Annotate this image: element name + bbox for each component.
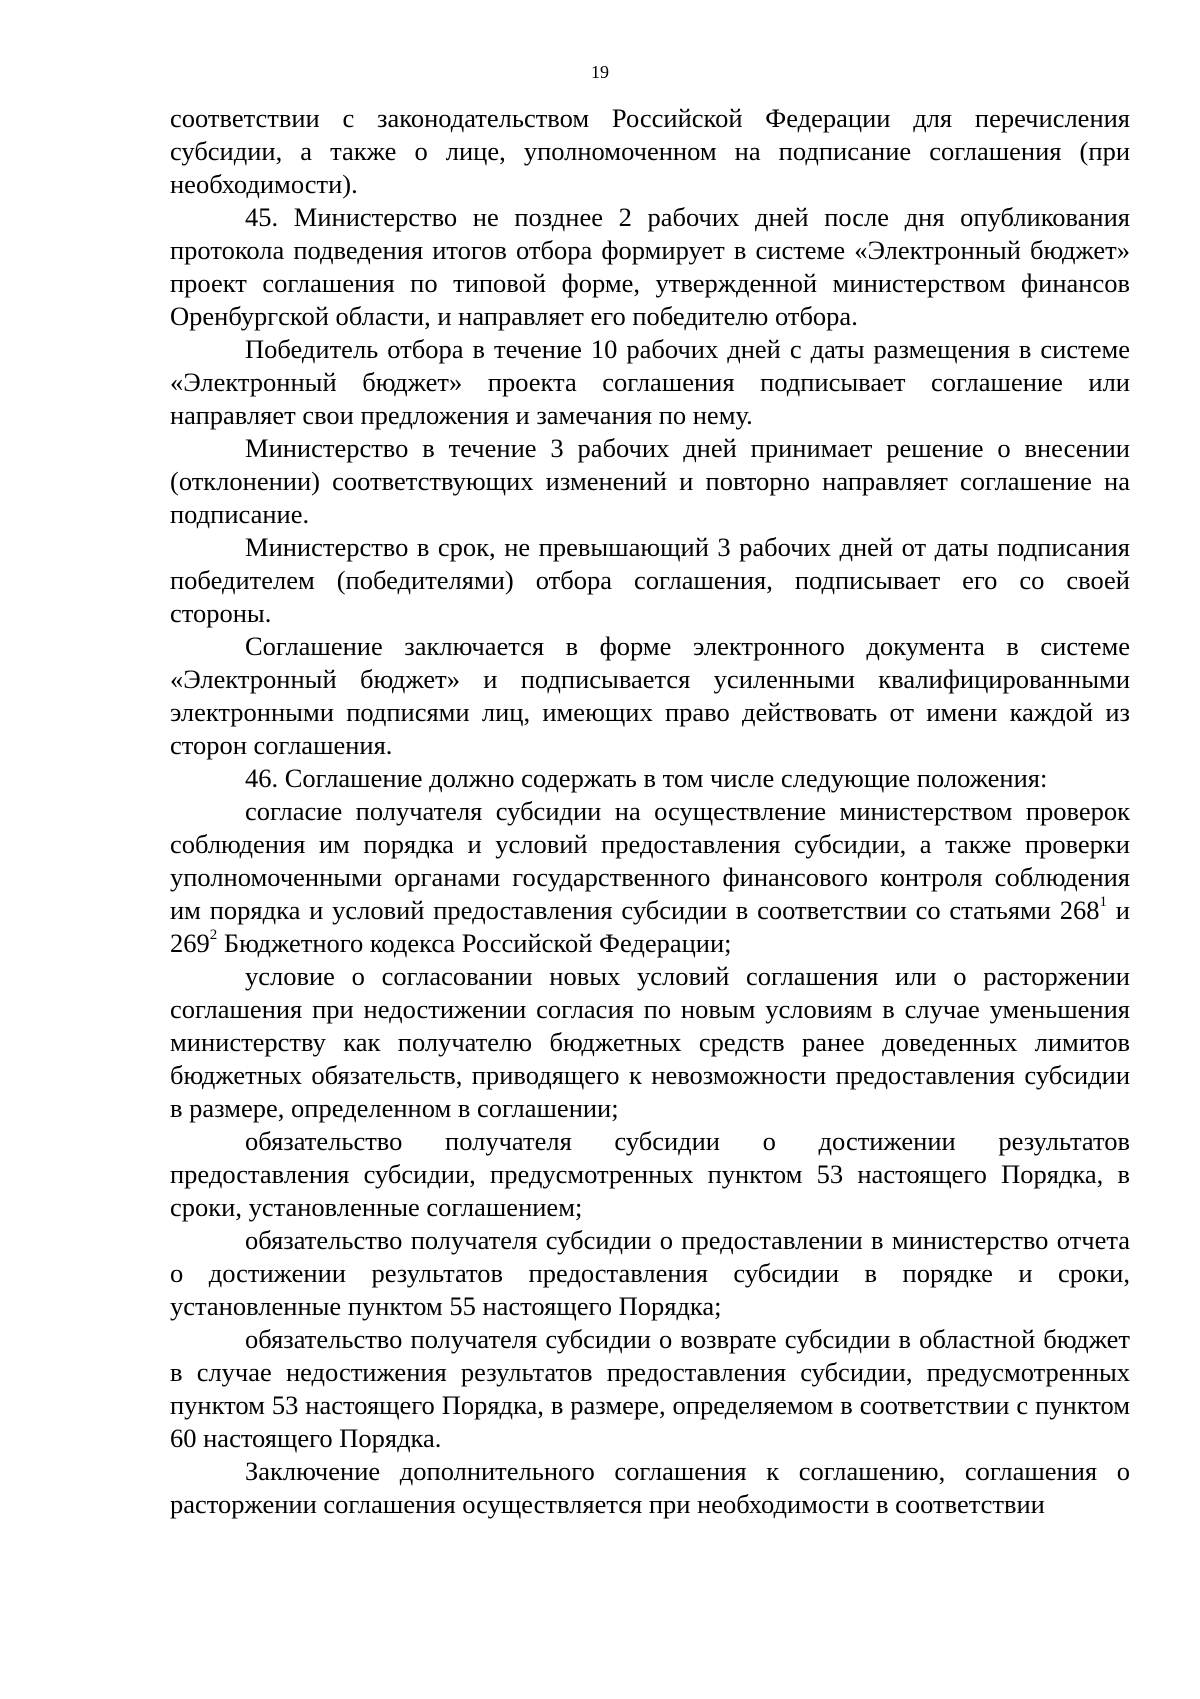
consent-text-middle: и 269 bbox=[170, 895, 1130, 958]
document-body bbox=[170, 102, 1130, 1521]
page-number: 19 bbox=[591, 62, 609, 82]
paragraph-condition-terms: условие о согласовании новых условий соглашения или о расторжении соглашения при недостижении согласия по новым условиям в случае уменьшения министерству как получателю бюджетных средств ранее доведенных лимитов бюджетных обязательств, приводящего к невозможности предоставления субсидии в размере, определенном в соглашении; bbox=[170, 961, 1130, 1123]
superscript-2: 2 bbox=[209, 927, 218, 944]
paragraph-item-45: 45. Министерство не позднее 2 рабочих дней после дня опубликования протокола подведения итогов отбора формирует в системе «Электронный бюджет» проект соглашения по типовой форме, утвержденной министерством финансов Оренбургской области, и направляет его победителю отбора. bbox=[170, 202, 1130, 331]
superscript-1: 1 bbox=[1099, 894, 1108, 911]
paragraph-obligation-report: обязательство получателя субсидии о предоставлении в министерство отчета о достижении результатов предоставления субсидии в порядке и сроки, установленные пунктом 55 настоящего Порядка; bbox=[170, 1225, 1130, 1321]
paragraph-ministry-signing: Министерство в срок, не превышающий 3 рабочих дней от даты подписания победителем (победителями) отбора соглашения, подписывает его со своей стороны. bbox=[170, 532, 1130, 628]
paragraph-additional-agreement: Заключение дополнительного соглашения к соглашению, соглашения о расторжении соглашения осуществляется при необходимости в соответствии bbox=[170, 1456, 1130, 1519]
paragraph-ministry-decision: Министерство в течение 3 рабочих дней принимает решение о внесении (отклонении) соответствующих изменений и повторно направляет соглашение на подписание. bbox=[170, 433, 1130, 529]
paragraph-consent bbox=[170, 795, 1130, 960]
paragraph-continuation: соответствии с законодательством Российской Федерации для перечисления субсидии, а также о лице, уполномоченном на подписание соглашения (при необходимости). bbox=[170, 103, 1130, 199]
paragraph-electronic-form: Соглашение заключается в форме электронного документа в системе «Электронный бюджет» и подписывается усиленными квалифицированными электронными подписями лиц, имеющих право действовать от имени каждой из сторон соглашения. bbox=[170, 631, 1130, 760]
paragraph-obligation-return: обязательство получателя субсидии о возврате субсидии в областной бюджет в случае недостижения результатов предоставления субсидии, предусмотренных пунктом 53 настоящего Порядка, в размере, определяемом в соответствии с пунктом 60 настоящего Порядка. bbox=[170, 1324, 1130, 1453]
consent-text-start: согласие получателя субсидии на осуществление министерством проверок соблюдения им порядка и условий предоставления субсидии, а также проверки уполномоченными органами государственного финансового контроля соблюдения им порядка и условий предоставления субсидии в соответствии со статьями 268 bbox=[170, 796, 1130, 925]
paragraph-item-46: 46. Соглашение должно содержать в том числе следующие положения: bbox=[245, 763, 1048, 793]
paragraph-obligation-results: обязательство получателя субсидии о достижении результатов предоставления субсидии, предусмотренных пунктом 53 настоящего Порядка, в сроки, установленные соглашением; bbox=[170, 1126, 1130, 1222]
paragraph-winner-signing: Победитель отбора в течение 10 рабочих дней с даты размещения в системе «Электронный бюджет» проекта соглашения подписывает соглашение или направляет свои предложения и замечания по нему. bbox=[170, 334, 1130, 430]
consent-text-end: Бюджетного кодекса Российской Федерации; bbox=[217, 928, 732, 958]
